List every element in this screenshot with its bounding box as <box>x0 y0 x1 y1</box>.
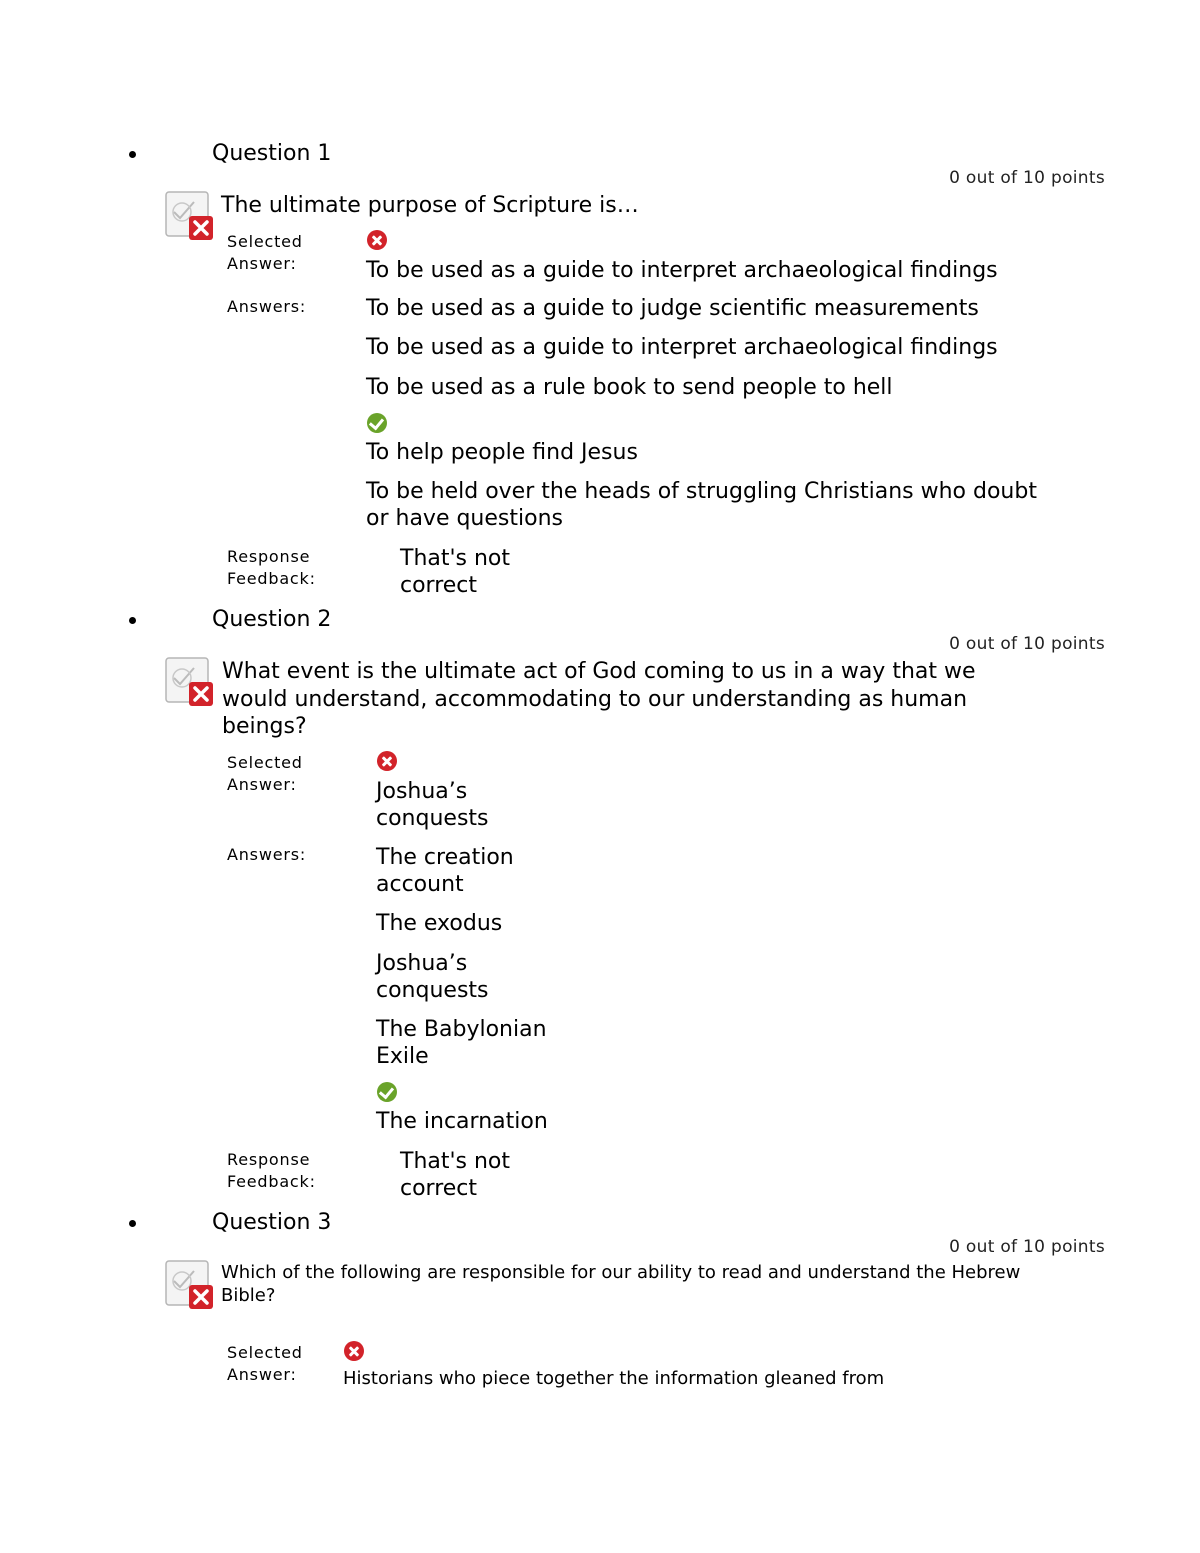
answer-option: To be held over the heads of struggling Christians who doubt or have questions <box>366 479 1037 531</box>
bullet <box>129 617 136 624</box>
incorrect-icon <box>377 751 397 771</box>
correct-answer-option: The incarnation <box>376 1109 548 1134</box>
answer-option: To be used as a guide to interpret archaeological findings <box>366 335 998 360</box>
incorrect-status-icon <box>164 656 216 708</box>
selected-answer-label: Selected Answer: <box>227 232 303 273</box>
answer-option: The creation account <box>376 845 514 897</box>
selected-answer-label: Selected Answer: <box>227 753 303 794</box>
question-title: Question 3 <box>212 1210 332 1235</box>
selected-answer: Joshua’s conquests <box>376 779 489 831</box>
answers-label: Answers: <box>227 297 307 316</box>
correct-answer-option: To help people find Jesus <box>366 440 638 465</box>
question-title: Question 2 <box>212 607 332 632</box>
question-points: 0 out of 10 points <box>949 634 1105 654</box>
incorrect-status-icon <box>164 1259 216 1311</box>
question-points: 0 out of 10 points <box>949 1237 1105 1257</box>
correct-icon <box>377 1082 397 1102</box>
response-feedback: That's not correct <box>400 546 511 598</box>
response-feedback: That's not correct <box>400 1149 511 1201</box>
selected-answer-label: Selected Answer: <box>227 1343 303 1384</box>
selected-answer: Historians who piece together the information gleaned from <box>343 1368 885 1389</box>
incorrect-status-icon <box>164 190 216 242</box>
bullet <box>129 1220 136 1227</box>
question-text: What event is the ultimate act of God coming to us in a way that we would understand, accommodating to our understanding as human beings? <box>222 659 976 739</box>
incorrect-icon <box>344 1341 364 1361</box>
response-feedback-label: Response Feedback: <box>227 1150 316 1191</box>
answer-option: The Babylonian Exile <box>376 1017 547 1069</box>
answer-option: Joshua’s conquests <box>376 951 489 1003</box>
incorrect-icon <box>367 230 387 250</box>
answer-option: To be used as a rule book to send people to hell <box>366 375 893 400</box>
answer-option: To be used as a guide to judge scientific measurements <box>366 296 979 321</box>
bullet <box>129 151 136 158</box>
answer-option: The exodus <box>376 911 503 936</box>
question-points: 0 out of 10 points <box>949 168 1105 188</box>
question-text: Which of the following are responsible for our ability to read and understand the Hebrew Bible? <box>221 1262 1021 1306</box>
correct-icon <box>367 413 387 433</box>
question-text: The ultimate purpose of Scripture is… <box>221 193 639 218</box>
question-title: Question 1 <box>212 141 332 166</box>
response-feedback-label: Response Feedback: <box>227 547 316 588</box>
selected-answer: To be used as a guide to interpret archaeological findings <box>366 258 998 283</box>
answers-label: Answers: <box>227 845 307 864</box>
